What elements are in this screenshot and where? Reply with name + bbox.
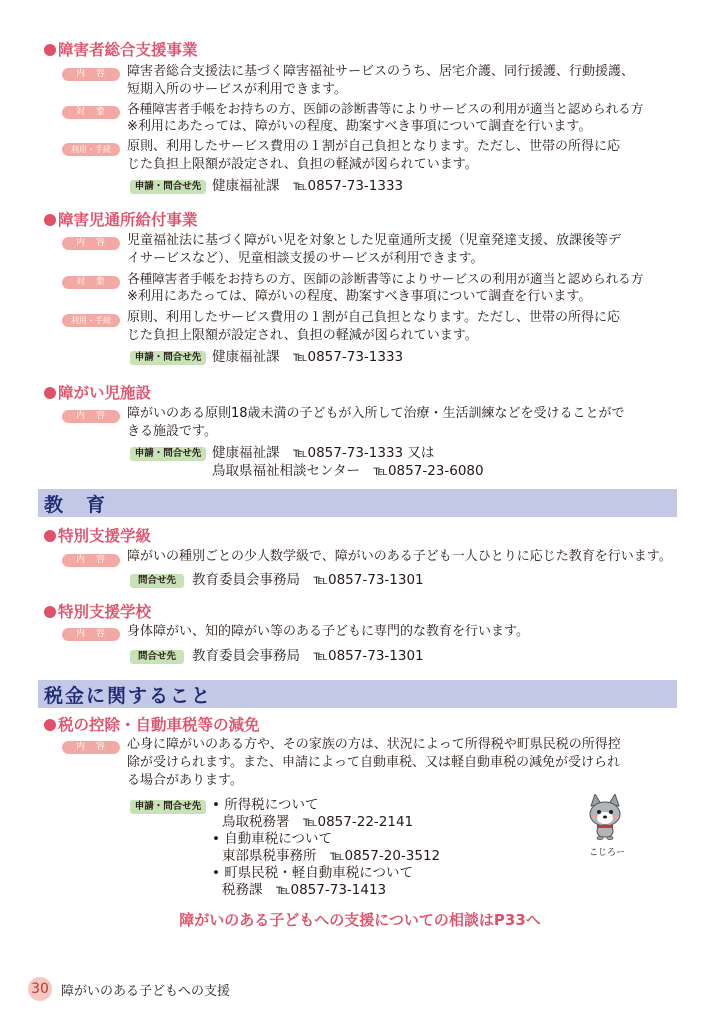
heading-shougaiji-shisetsu: 障がい児施設 [44,381,151,403]
bullet-icon [44,44,56,56]
content-line: 身体障がい、知的障がい等のある子どもに専門的な教育を行います。 [127,624,529,639]
content-line-1: 障がいのある原則18歳未満の子どもが入所して治療・生活訓練などを受けることがで [127,406,625,421]
content-line-1: 心身に障がいのある方や、その家族の方は、状況によって所得税や町県民税の所得控 [127,737,621,752]
bullet-icon [44,530,56,542]
contact-tag: 問合せ先 [130,574,184,588]
content-line-1: 障害者総合支援法に基づく障害福祉サービスのうち、居宅介護、同行援護、行動援護、 [127,64,635,79]
section-header-education: 教 育 [38,489,677,517]
target-line-2: ※利用にあたっては、障がいの程度、勘案すべき事項について調査を行います。 [127,289,592,304]
heading-zei-koujo: 税の控除・自動車税等の減免 [44,713,260,735]
contact-text: 教育委員会事務局 ℡0857-73-1301 [192,648,424,664]
usage-line-1: 原則、利用したサービス費用の１割が自己負担となります。ただし、世帯の所得に応 [127,139,620,154]
heading-shougaisha-sougou: 障害者総合支援事業 [44,38,198,60]
tag-content: 内 容 [62,741,120,754]
tag-content: 内 容 [62,410,120,423]
contact-text: 健康福祉課 ℡0857-73-1333 [212,178,404,194]
bullet-icon [44,214,56,226]
tag-target: 対 象 [62,276,120,289]
content-line-3: る場合があります。 [127,773,243,788]
contact-office-1: 鳥取税務署 ℡0857-22-2141 [222,814,414,830]
contact-item-1: • 所得税について [212,797,319,813]
contact-tag: 申請・問合せ先 [130,800,206,814]
tag-target: 対 象 [62,106,120,119]
bullet-icon [44,606,56,618]
consultation-note: 障がいのある子どもへの支援についての相談はP33へ [179,911,541,929]
page-footer-title: 障がいのある子どもへの支援 [61,984,231,999]
contact-tag: 申請・問合せ先 [130,180,206,194]
heading-shougaiji-tsusho: 障害児通所給付事業 [44,208,198,230]
usage-line-2: じた負担上限額が設定され、負担の軽減が図られています。 [127,328,478,343]
tag-content: 内 容 [62,68,120,81]
usage-line-1: 原則、利用したサービス費用の１割が自己負担となります。ただし、世帯の所得に応 [127,310,620,325]
tag-content: 内 容 [62,628,120,641]
content-line-2: 除が受けられます。また、申請によって自動車税、又は軽自動車税の減免が受けられ [127,755,620,770]
bullet-icon [44,387,56,399]
bullet-icon [44,719,56,731]
content-line: 障がいの種別ごとの少人数学級で、障がいのある子ども一人ひとりに応じた教育を行います。 [127,549,672,564]
tag-content: 内 容 [62,554,120,567]
content-line-2: きる施設です。 [127,424,217,439]
contact-text: 健康福祉課 ℡0857-73-1333 [212,349,404,365]
target-line-1: 各種障害者手帳をお持ちの方、医師の診断書等によりサービスの利用が適当と認められる方 [127,271,644,286]
content-line-2: イサービスなど）、児童相談支援のサービスが利用できます。 [127,251,484,266]
target-line-2: ※利用にあたっては、障がいの程度、勘案すべき事項について調査を行います。 [127,119,592,134]
usage-line-2: じた負担上限額が設定され、負担の軽減が図られています。 [127,157,478,172]
section-header-tax: 税金に関すること [38,680,677,708]
contact-tag: 問合せ先 [130,650,184,664]
contact-tag: 申請・問合せ先 [130,447,206,461]
tag-usage: 利用・手続 [62,314,120,327]
contact-item-3: • 町県民税・軽自動車税について [212,865,413,881]
tag-content: 内 容 [62,237,120,250]
mascot-kojiro-illustration [583,794,627,840]
contact-item-2: • 自動車税について [212,831,332,847]
contact-text: 教育委員会事務局 ℡0857-73-1301 [192,572,424,588]
contact-tag: 申請・問合せ先 [130,351,206,365]
heading-tokubetsu-shien-gakkyu: 特別支援学級 [44,524,151,546]
contact-office-3: 税務課 ℡0857-73-1413 [222,882,387,898]
content-line-2: 短期入所のサービスが利用できます。 [127,82,347,97]
tag-usage: 利用・手続 [62,143,120,156]
page-number: 30 [28,977,52,1001]
target-line-1: 各種障害者手帳をお持ちの方、医師の診断書等によりサービスの利用が適当と認められる方 [127,101,644,116]
mascot-name: こじろー [589,848,626,858]
content-line-1: 児童福祉法に基づく障がい児を対象とした児童通所支援（児童発達支援、放課後等デ [127,233,622,248]
contact-line-1: 健康福祉課 ℡0857-73-1333 又は [212,445,435,461]
contact-office-2: 東部県税事務所 ℡0857-20-3512 [222,848,441,864]
heading-tokubetsu-shien-gakko: 特別支援学校 [44,600,151,622]
contact-line-2: 鳥取県福祉相談センター ℡0857-23-6080 [212,463,484,479]
